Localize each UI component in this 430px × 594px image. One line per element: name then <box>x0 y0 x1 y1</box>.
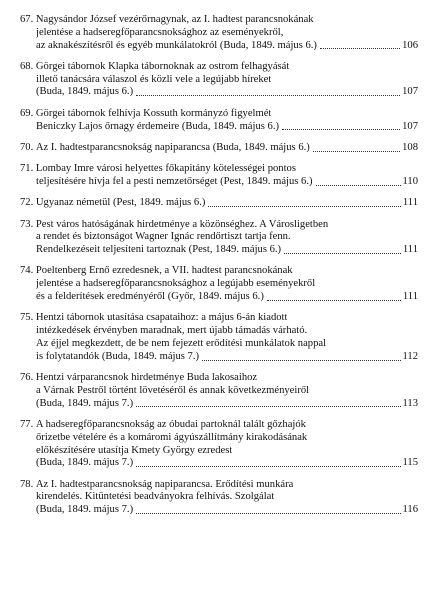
entry-title-text: teljesítésére hívja fel a pesti nemzetőrséget (Pest, 1849. május 6.) <box>36 175 313 187</box>
toc-entry-line <box>20 14 418 27</box>
toc-entry-line <box>20 176 418 189</box>
page-number: 110 <box>402 175 418 187</box>
entry-title-text: A hadseregfőparancsnokság az óbudai partoknál talált gőzhajók <box>35 418 306 430</box>
toc-entry-line <box>20 27 418 40</box>
page-number: 116 <box>402 504 418 516</box>
toc-entry <box>20 108 418 134</box>
toc-entry <box>20 197 418 210</box>
toc-entry-line <box>20 419 418 432</box>
page-number: 108 <box>402 141 418 153</box>
toc-entry <box>20 14 418 52</box>
page-number: 111 <box>402 197 418 209</box>
page-number: 112 <box>402 350 418 362</box>
page-number: 107 <box>402 86 418 98</box>
toc-entry-line <box>20 142 418 155</box>
toc-entry-line <box>20 231 418 244</box>
toc-entry <box>20 372 418 410</box>
toc-entry-line <box>20 108 418 121</box>
page-number: 107 <box>402 120 418 132</box>
entry-title-text: (Buda, 1849. május 7.) <box>36 504 134 516</box>
entry-title-text: Ugyanaz németül (Pest, 1849. május 6.) <box>35 197 206 209</box>
dot-leader <box>267 300 401 301</box>
toc-entry-line <box>20 40 418 53</box>
entry-title-text: jelentése a hadseregfőparancsnoksághoz a legújabb eseményekről <box>36 278 316 290</box>
entry-number: 74. <box>20 265 34 277</box>
entry-title-text: Az I. hadtestparancsnokság napiparancsa (Buda, 1849. május 6.) <box>35 141 310 153</box>
toc-entry-line <box>20 398 418 411</box>
dot-leader <box>136 406 400 407</box>
entry-title-text: előkészítésére utasítja Kmety György ezredest <box>36 444 233 456</box>
toc-entry-line <box>20 479 418 492</box>
page-number: 113 <box>402 397 418 409</box>
page-number: 111 <box>402 291 418 303</box>
dot-leader <box>136 513 400 514</box>
toc-entry <box>20 419 418 470</box>
toc-entry <box>20 163 418 189</box>
entry-title-text: a Várnak Pestről történt lövetéséről és annak következményeiről <box>36 384 310 396</box>
toc-entry-line <box>20 291 418 304</box>
entry-title-text: (Buda, 1849. május 6.) <box>36 86 134 98</box>
dot-leader <box>282 129 400 130</box>
toc-entry-line <box>20 86 418 99</box>
toc-entry-line <box>20 432 418 445</box>
entry-title-text: is folytatandók (Buda, 1849. május 7.) <box>36 350 200 362</box>
toc-entry <box>20 312 418 363</box>
toc-entry-line <box>20 121 418 134</box>
toc-entry-line <box>20 265 418 278</box>
toc-entry-line <box>20 457 418 470</box>
toc-entry-line <box>20 244 418 257</box>
toc-entry-line <box>20 325 418 338</box>
toc-entry-line <box>20 74 418 87</box>
toc-entry <box>20 142 418 155</box>
entry-number: 77. <box>20 418 34 430</box>
entry-title-text: Hentzi várparancsnok hirdetménye Buda lakosaihoz <box>35 372 258 384</box>
entry-number: 76. <box>20 372 34 384</box>
toc-entry-line <box>20 338 418 351</box>
entry-title-text: illető tanácsára válaszol és közli vele a legújabb híreket <box>36 73 272 85</box>
entry-title-text: (Buda, 1849. május 7.) <box>36 457 134 469</box>
page-number: 106 <box>402 39 418 51</box>
entry-title-text: őrizetbe vételére és a komáromi ágyúszállítmány kirakodásának <box>36 431 308 443</box>
entry-number: 78. <box>20 478 34 490</box>
entry-title-text: az aknakészítésről és egyéb munkálatokról (Buda, 1849. május 6.) <box>36 39 317 51</box>
toc-entry-line <box>20 219 418 232</box>
toc-entry-line <box>20 445 418 458</box>
entry-title-text: Az éjjel megkezdett, de be nem fejezett erődítési munkálatok nappal <box>36 337 327 349</box>
entry-title-text: a rendet és biztonságot Wagner Ignác rendőrtiszt tartja fenn. <box>36 231 291 243</box>
toc-entry <box>20 61 418 99</box>
entry-title-text: Lombay Imre városi helyettes főkapitány kötelességei pontos <box>35 163 296 175</box>
toc-entry <box>20 219 418 257</box>
dot-leader <box>313 151 400 152</box>
dot-leader <box>202 360 400 361</box>
entry-title-text: Pest város hatóságának hirdetménye a közönséghez. A Városligetben <box>35 218 329 230</box>
dot-leader <box>208 206 401 207</box>
entry-number: 72. <box>20 197 34 209</box>
toc-entry <box>20 265 418 303</box>
toc-entry-line <box>20 61 418 74</box>
entry-number: 69. <box>20 107 34 119</box>
entry-number: 75. <box>20 312 34 324</box>
entry-title-text: Az I. hadtestparancsnokság napiparancsa. Erődítési munkára <box>35 478 294 490</box>
toc-entry-line <box>20 312 418 325</box>
toc-entry-line <box>20 491 418 504</box>
toc-entry <box>20 479 418 517</box>
entry-number: 67. <box>20 14 34 25</box>
dot-leader <box>316 185 401 186</box>
dot-leader <box>284 253 401 254</box>
entry-title-text: Nagysándor József vezérőrnagynak, az I. hadtest parancsnokának <box>35 14 314 25</box>
entry-title-text: Poeltenberg Ernő ezredesnek, a VII. hadtest parancsnokának <box>35 265 293 277</box>
entry-title-text: (Buda, 1849. május 7.) <box>36 397 134 409</box>
table-of-contents <box>20 14 418 526</box>
entry-number: 71. <box>20 163 34 175</box>
entry-title-text: és a felderítések eredményéről (Győr, 1849. május 6.) <box>36 291 264 303</box>
entry-number: 68. <box>20 60 34 72</box>
toc-entry-line <box>20 278 418 291</box>
entry-title-text: Görgei tábornok felhívja Kossuth kormányzó figyelmét <box>35 107 272 119</box>
toc-entry-line <box>20 197 418 210</box>
entry-title-text: Hentzi tábornok utasítása csapataihoz: a május 6-án kiadott <box>35 312 288 324</box>
entry-title-text: Beniczky Lajos őrnagy érdemeire (Buda, 1849. május 6.) <box>36 120 279 132</box>
entry-title-text: Görgei tábornok Klapka tábornoknak az ostrom felhagyását <box>35 60 290 72</box>
entry-title-text: intézkedések érvényben maradnak, mert újabb támadás várható. <box>36 325 308 337</box>
page-number: 111 <box>402 244 418 256</box>
entry-title-text: jelentése a hadseregfőparancsnoksághoz az eseményekről, <box>36 26 284 38</box>
toc-entry-line <box>20 385 418 398</box>
toc-entry-line <box>20 351 418 364</box>
entry-number: 70. <box>20 141 34 153</box>
entry-number: 73. <box>20 218 34 230</box>
entry-title-text: kirendelés. Kitüntetési beadványokra felhívás. Szolgálat <box>36 491 275 503</box>
toc-entry-line <box>20 372 418 385</box>
entry-title-text: Rendelkezéseit teljesíteni tartoznak (Pest, 1849. május 6.) <box>36 244 282 256</box>
page-number: 115 <box>402 457 418 469</box>
toc-entry-line <box>20 163 418 176</box>
toc-entry-line <box>20 504 418 517</box>
dot-leader <box>136 95 400 96</box>
dot-leader <box>136 466 400 467</box>
dot-leader <box>320 48 400 49</box>
